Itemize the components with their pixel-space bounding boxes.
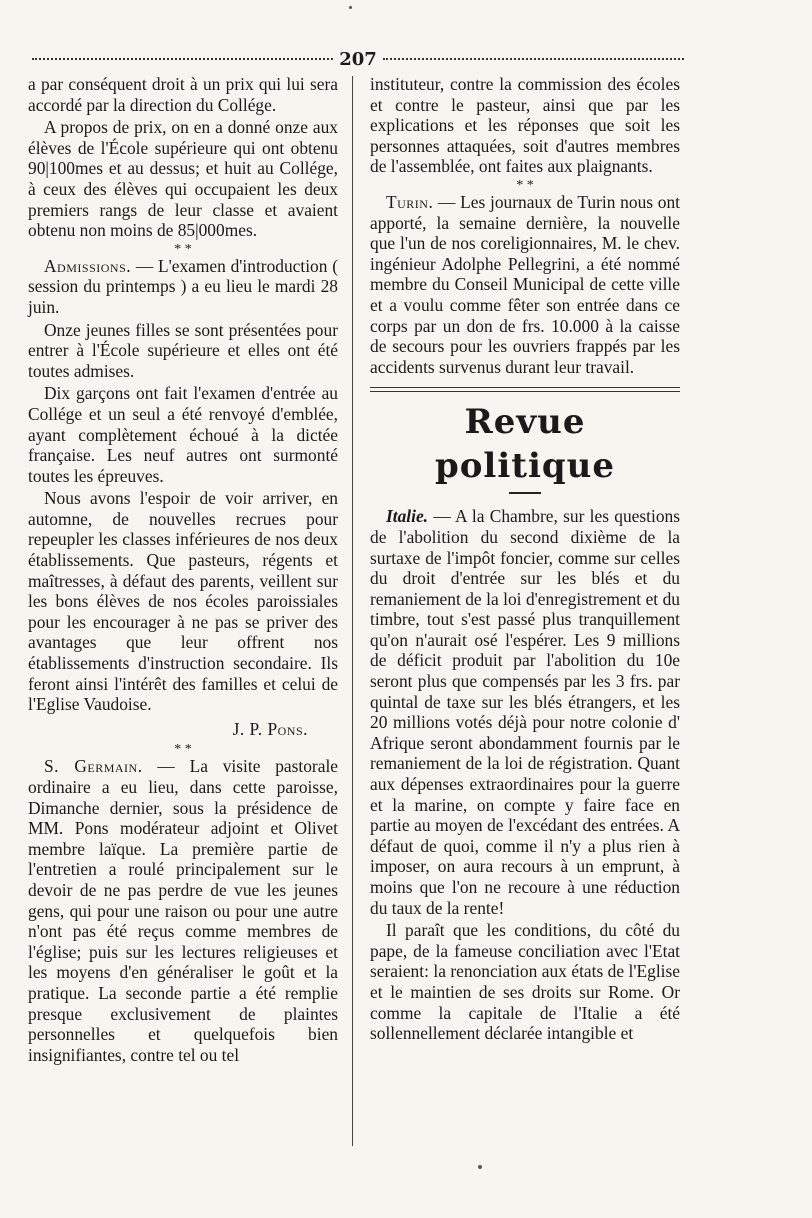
paragraph: Dix garçons ont fait l'examen d'entrée au Collége et un seul a été renvoyé d'emblée, ayant complètement échoué à la dictée française. Les neuf autres ont surmonté toutes les épreuves. — [28, 383, 338, 486]
item-text: — Les journaux de Turin nous ont apporté, la semaine dernière, la nouvelle que l'un de nos coreligionnaires, M. le chev. ingénieur Adolphe Pellegrini, a été nommé membre du Conseil Municipal de cette ville et a voulu comme fêter son entrée dans ce corps par un don de frs. 10.000 à la caisse de secours pour les ouvriers frappés par les accidents survenus durant leur travail. — [370, 191, 680, 377]
print-speck — [478, 1165, 482, 1169]
paragraph: Onze jeunes filles se sont présentées pour entrer à l'École supérieure et elles ont été toutes admises. — [28, 319, 338, 381]
paragraph: a par conséquent droit à un prix qui lui sera accordé par la direction du Collége. — [28, 74, 338, 115]
paragraph: Nous avons l'espoir de voir arriver, en automne, de nouvelles recrues pour repeupler les classes inférieures de nos deux établissements. Que pasteurs, régents et maîtresses, à défaut des parents, veillent sur les bons élèves de nos écoles paroissiales pour les encourager à ne pas se priver des avantages que leur offrent nos établissements d'instruction secondaire. Ils feront ainsi l'intérêt des familles et celui de l'Eglise Vaudoise. — [28, 488, 338, 715]
item-text: — A la Chambre, sur les questions de l'abolition du second dixième de la surtaxe de l'impôt foncier, comme sur celles du droit d'entrée sur les blés et du remaniement de la loi d'enregistrement et du timbre, tout s'est passé plus tranquillement qu'on n'aurait osé l'espérer. Les 9 millions de déficit produit par l'abolition du 10e seront plus que compensés par les 3 frs. par quintal de taxe sur les blés étrangers, et les 20 millions votés déjà pour notre colonie d' Afrique seront abondamment fournis par le remaniement de la loi de régistration. Quant aux dépenses extraordinaires pour la guerre et la marine, on compte y faire face en partie au moyen de l'excédant des entrées. A défaut de quoi, comme il n'y a plus rien à imposer, on aura recours à un emprunt, à moins que l'on ne recoure à une réduction du taux de la rente! — [370, 506, 680, 918]
page-number: 207 — [339, 48, 377, 70]
paragraph-s-germain — [28, 756, 338, 1065]
section-double-rule — [370, 387, 680, 392]
paragraph-italie — [370, 506, 680, 918]
paragraph-turin — [370, 192, 680, 377]
item-heading: Italie. — [386, 506, 429, 527]
section-separator: * * — [174, 241, 192, 257]
item-text: — L'examen d'introduction ( session du printemps ) a eu lieu le mardi 28 juin. — [28, 255, 338, 317]
left-column — [28, 74, 338, 1067]
title-underline — [509, 492, 541, 494]
page-header — [32, 48, 684, 70]
item-text: — La visite pastorale ordinaire a eu lieu, dans cette paroisse, Dimanche dernier, sous la présidence de MM. Pons modérateur adjoint et Olivet membre laïque. La première partie de l'entretien a roulé principalement sur le devoir de ne pas perdre de vue les jeunes gens, qui pour une raison ou pour une autre n'ont pas été reçus comme membres de l'église; puis sur les lectures religieuses et les moyens d'en généraliser le goût et la pratique. La seconde partie a été remplie presque exclusivement de plaintes personnelles et quelquefois bien insignifiantes, contre tel ou tel — [28, 756, 338, 1065]
section-title: Revue politique — [434, 402, 616, 487]
header-rule-right — [383, 58, 684, 60]
right-column — [370, 74, 680, 1046]
section-separator: * * — [174, 742, 192, 758]
print-speck — [349, 6, 352, 9]
paragraph: Il paraît que les conditions, du côté du pape, de la fameuse conciliation avec l'Etat seraient: la renonciation aux états de l'Eglise et le maintien de ses droits sur Rome. Or comme la capitale de l'Italie a été sollennellement déclarée intangible et — [370, 920, 680, 1044]
paragraph-admissions — [28, 256, 338, 318]
item-heading: Admissions. — [44, 255, 132, 276]
paragraph: A propos de prix, on en a donné onze aux élèves de l'École supérieure qui ont obtenu 90|100mes et au dessus; et huit au Collége, à ceux des élèves qui occupaient les deux premiers rangs de leur classe et avaient obtenu non moins de 85|000mes. — [28, 117, 338, 241]
item-heading: S. Germain. — [44, 756, 143, 777]
column-divider — [352, 76, 353, 1146]
paragraph: instituteur, contre la commission des écoles et contre le pasteur, ainsi que par les explications et les réponses que soit les personnes attaquées, soit d'autres membres de l'assemblée, ont faites aux plaignants. — [370, 74, 680, 177]
header-rule-left — [32, 58, 333, 60]
signature: J. P. Pons. — [232, 718, 308, 739]
item-heading: Turin. — [386, 191, 434, 212]
section-separator: * * — [516, 177, 534, 193]
